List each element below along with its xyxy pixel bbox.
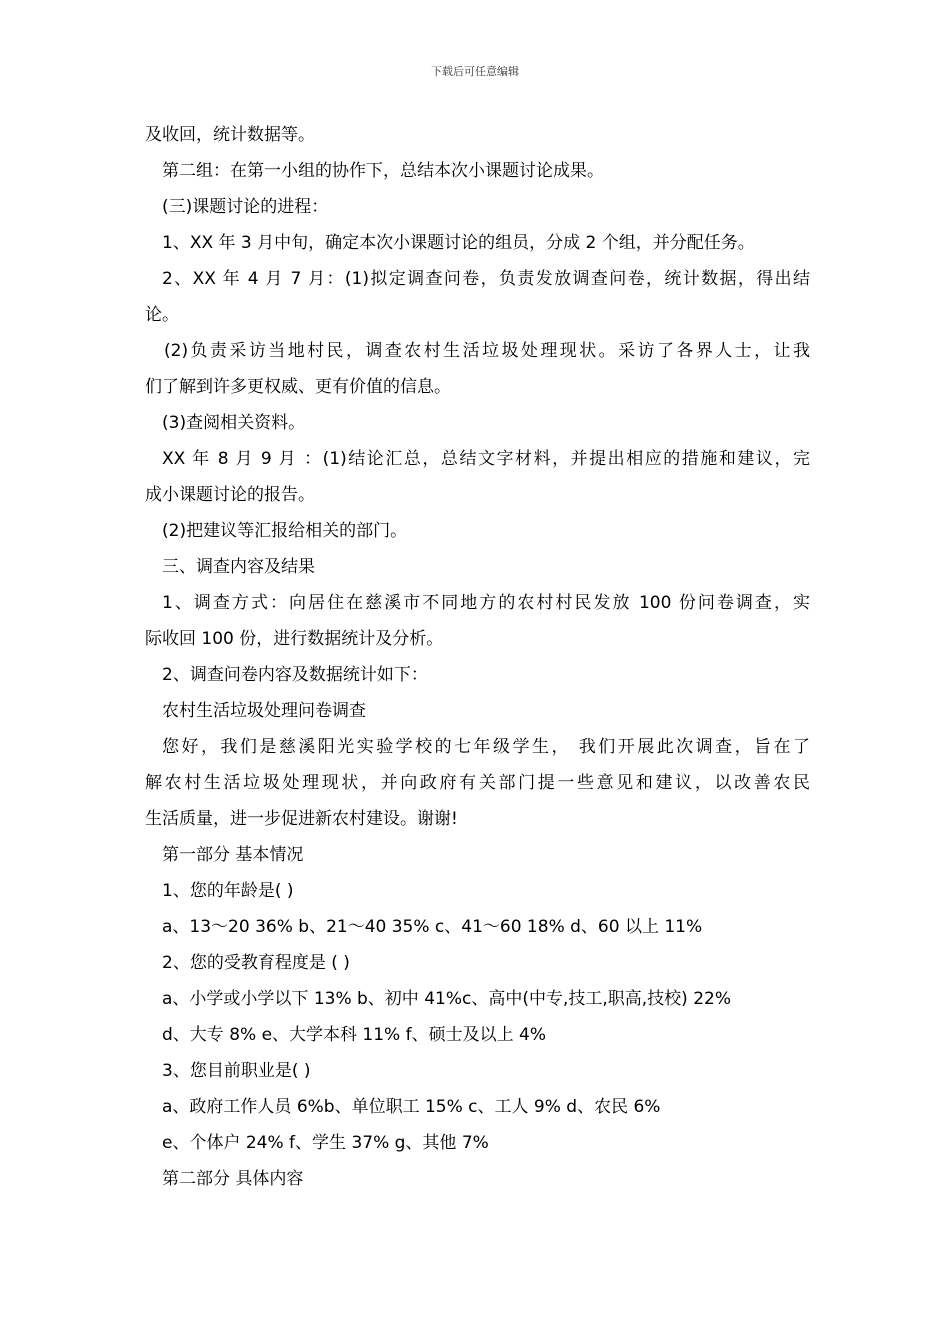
paragraph-line: 第二组：在第一小组的协作下，总结本次小课题讨论成果。 [162,161,604,181]
question-line: 3、您目前职业是( ) [162,1061,311,1081]
document-body [145,117,810,1197]
paragraph-line: 们了解到许多更权威、更有价值的信息。 [145,377,451,397]
paragraph-line: 成小课题讨论的报告。 [145,485,315,505]
paragraph-line: 您好，我们是慈溪阳光实验学校的七年级学生， 我们开展此次调查，旨在了 [162,737,810,757]
paragraph-line: XX 年 8 月 9 月 ：(1)结论汇总，总结文字材料，并提出相应的措施和建议，完 [162,449,810,469]
paragraph-line: 1、XX 年 3 月中旬，确定本次小课题讨论的组员，分成 2 个组，并分配任务。 [162,233,755,253]
paragraph-line: 生活质量，进一步促进新农村建设。谢谢! [145,809,458,829]
paragraph-line: 论。 [145,305,179,325]
page-header: 下载后可任意编辑 [431,65,519,78]
paragraph-line: 2、XX 年 4 月 7 月：(1)拟定调查问卷，负责发放调查问卷，统计数据，得出结 [162,269,810,289]
paragraph-line: 及收回，统计数据等。 [145,125,315,145]
paragraph-line: 1、调查方式：向居住在慈溪市不同地方的农村村民发放 100 份问卷调查，实 [162,593,810,613]
paragraph-line: 2、调查问卷内容及数据统计如下： [162,665,428,685]
paragraph-line: (3)查阅相关资料。 [162,413,306,433]
answer-line: a、小学或小学以下 13% b、初中 41%c、高中(中专,技工,职高,技校) 22% [162,989,732,1009]
answer-line: e、个体户 24% f、学生 37% g、其他 7% [162,1133,489,1153]
paragraph-line: (三)课题讨论的进程： [162,197,329,217]
section-heading: 第二部分 具体内容 [162,1169,304,1189]
paragraph-line: 际收回 100 份，进行数据统计及分析。 [145,629,444,649]
paragraph-line: (2)负责采访当地村民，调查农村生活垃圾处理现状。采访了各界人士，让我 [164,341,810,361]
answer-line: a、政府工作人员 6%b、单位职工 15% c、工人 9% d、农民 6% [162,1097,661,1117]
questionnaire-title: 农村生活垃圾处理问卷调查 [162,701,366,721]
section-heading: 第一部分 基本情况 [162,845,304,865]
question-line: 2、您的受教育程度是 ( ) [162,953,350,973]
answer-line: a、13～20 36% b、21～40 35% c、41～60 18% d、60 以上 11% [162,917,703,937]
question-line: 1、您的年龄是( ) [162,881,294,901]
paragraph-line: 解农村生活垃圾处理现状，并向政府有关部门提一些意见和建议，以改善农民 [145,773,810,793]
paragraph-line: (2)把建议等汇报给相关的部门。 [162,521,408,541]
answer-line: d、大专 8% e、大学本科 11% f、硕士及以上 4% [162,1025,546,1045]
section-heading: 三、调查内容及结果 [162,557,315,577]
